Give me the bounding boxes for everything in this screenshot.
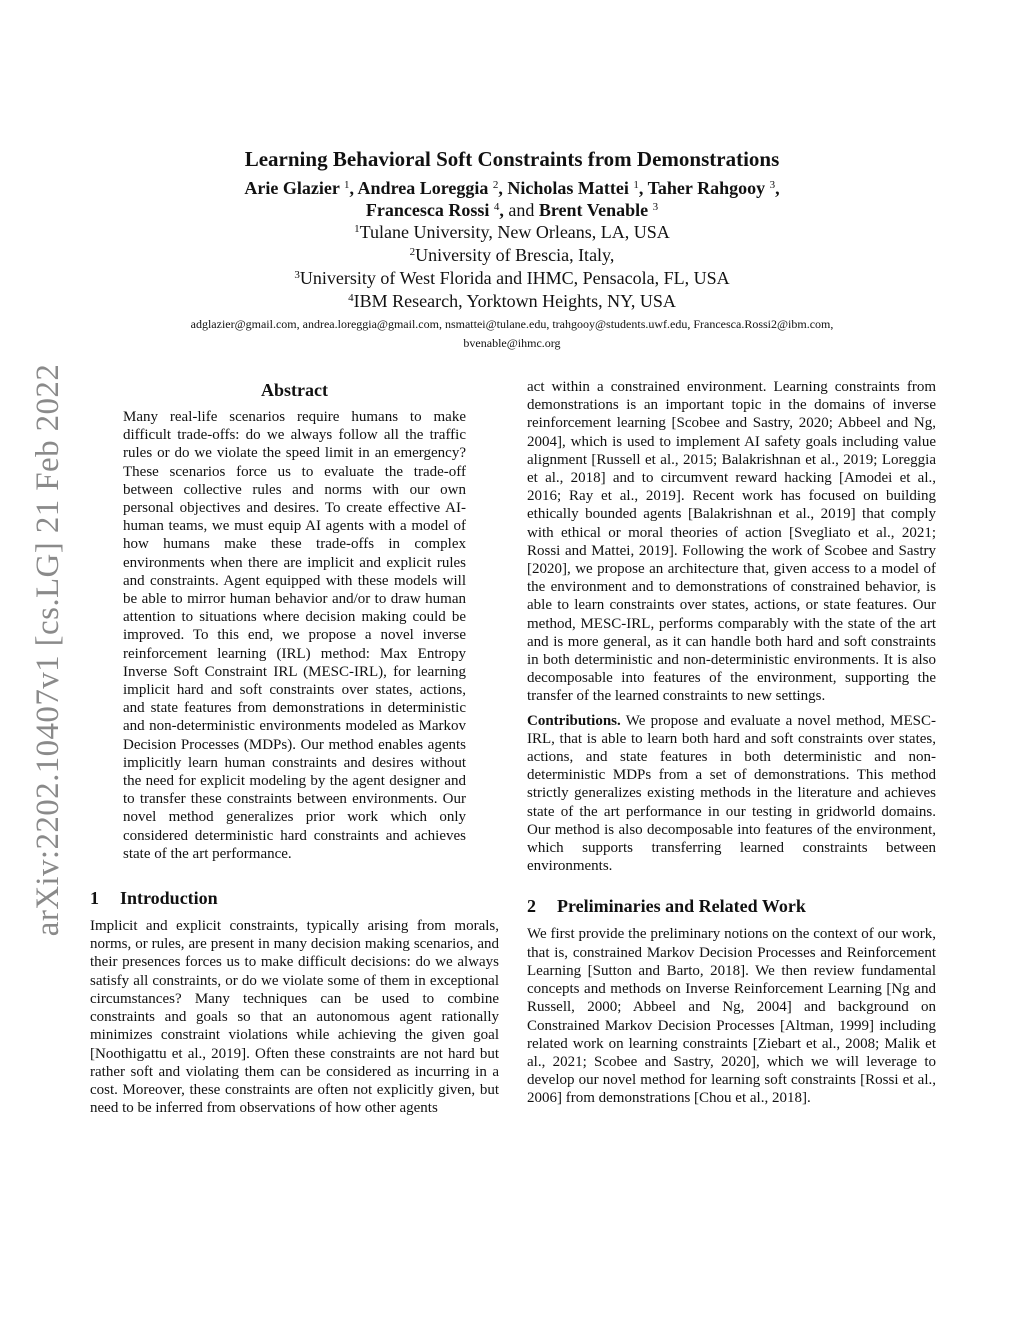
- author-name: Francesca Rossi: [365, 200, 490, 220]
- author-affil-mark: 3: [769, 179, 776, 191]
- paper-header: [90, 143, 934, 353]
- affiliation-mark: 3: [294, 269, 300, 281]
- contributions-text: We propose and evaluate a novel method, MESC-IRL, that is able to learn both hard and soft constraints over states, actions, and state features in both deterministic and non-deterministic MDPs from a set of demonstrations. This method strictly generalizes existing methods in the literature and achieves state of the art performance in our testing in gridworld domains. Our method is also decomposable into features of the environment, which supports transferring learned constraints between environments.: [527, 712, 937, 875]
- email-line-2: bvenable@ihmc.org: [463, 336, 561, 350]
- author-name: Taher Rahgooy: [647, 178, 766, 198]
- affiliation-mark: 4: [348, 292, 354, 304]
- abstract-heading: Abstract: [261, 380, 328, 400]
- introduction-paragraph: Implicit and explicit constraints, typically arising from morals, norms, or rules, are present in many decision making scenarios, and their presences forces us to make difficult decisions: do we always satisfy all constraints, or do we violate some of them in exceptional circumstances? Many techniques can be used to combine constraints and goals so that an autonomous agent rationally minimizes constraint violations while achieving the given goal [Noothigattu et al., 2019]. Often these constraints are not hard but rather soft and violating them can be considered as incurring in a cost. Moreover, these constraints are often not explicitly given, but need to be inferred from observations of how other agents: [90, 918, 499, 1117]
- affiliation-text: IBM Research, Yorktown Heights, NY, USA: [353, 291, 676, 311]
- affiliation-line: [90, 221, 934, 244]
- author-affil-mark: 1: [344, 179, 350, 191]
- author-affil-mark: 4: [493, 201, 500, 213]
- affiliation-line: [90, 267, 934, 290]
- right-column: [527, 378, 936, 1108]
- section-number: 1: [90, 888, 99, 909]
- author-name: Andrea Loreggia: [357, 178, 489, 198]
- affiliation-mark: 2: [409, 246, 416, 258]
- author-line-2: Francesca Rossi $^4$, and Brent Venable $^3$: [365, 200, 659, 220]
- author-emails: [90, 315, 934, 353]
- email-line-1: adglazier@gmail.com, andrea.loreggia@gmail.com, nsmattei@tulane.edu, trahgooy@students.uwf.edu, Francesca.Rossi2@ibm.com,: [190, 317, 834, 331]
- abstract-body: Many real-life scenarios require humans to make difficult trade-offs: do we always follow all the traffic rules or do we violate the speed limit in an emergency? These scenarios force us to evaluate the trade-off between collective rules and norms with our own personal objectives and desires. To create effective AI-human teams, we must equip AI agents with a model of how humans make these trade-offs in complex environments when there are implicit and explicit rules and constraints. Agent equipped with these models will be able to mirror human behavior and/or to draw human attention to situations where decision making could be improved. To this end, we propose a novel inverse reinforcement learning (IRL) method: Max Entropy Inverse Soft Constraint IRL (MESC-IRL), for learning implicit hard and soft constraints over states, actions, and state features from demonstrations in deterministic and non-deterministic environments modeled as Markov Decision Processes (MDPs). Our method enables agents implicitly learn human constraints and desires without the need for explicit modeling by the agent designer and to transfer these constraints between environments. Our novel method generalizes prior work which only considered deterministic hard constraints and achieves state of the art performance.: [123, 409, 466, 862]
- author-name: Brent Venable: [538, 200, 649, 220]
- introduction-continued-paragraph: act within a constrained environment. Learning constraints from demonstrations is an important topic in the domains of inverse reinforcement learning [Scobee and Sastry, 2020; Abbeel and Ng, 2004], which is used to implement AI safety goals including value alignment [Russell et al., 2015; Balakrishnan et al., 2019; Loreggia et al., 2018] and to circumvent reward hacking [Amodei et al., 2016; Ray et al., 2019]. Recent work has focused on building ethically bounded agents [Balakrishnan et al., 2019] that comply with ethical or moral theories of action [Svegliato et al., 2021; Rossi and Mattei, 2019]. Following the work of Scobee and Sastry [2020], we propose an architecture that, given access to a model of the environment and to demonstrations of constrained behavior, is able to learn constraints over states, actions, or state features. Our method, MESC-IRL, performs comparably with the state of the art and is more general, as it can handle both hard and soft constraints in both deterministic and non-deterministic environments. It is also decomposable into features of the environment, supporting the transfer of the learned constraints to new settings.: [527, 379, 936, 705]
- arxiv-identifier-stamp: arXiv:2202.10407v1 [cs.LG] 21 Feb 2022: [30, 363, 66, 937]
- author-name: Nicholas Mattei: [507, 178, 629, 198]
- affiliation-mark: 1: [354, 223, 360, 235]
- author-line-1: Arie Glazier $^1$, Andrea Loreggia $^2$, Nicholas Mattei $^1$, Taher Rahgooy $^3$,: [244, 178, 780, 198]
- author-affil-mark: 3: [652, 201, 659, 213]
- section-title: Preliminaries and Related Work: [557, 896, 806, 917]
- author-affil-mark: 2: [492, 179, 499, 191]
- section-heading-introduction: [90, 887, 499, 909]
- preliminaries-paragraph: We first provide the preliminary notions on the context of our work, that is, constrained Markov Decision Processes and Reinforcement Learning [Sutton and Barto, 2018]. We then review fundamental concepts and methods on Inverse Reinforcement Learning [Ng and Russell, 2000; Abbeel and Ng, 2004] and background on Constrained Markov Decision Processes [Altman, 1999] including related work on learning constraints [Ziebart et al., 2008; Malik et al., 2021; Scobee and Sastry, 2020], which we will leverage to develop our novel method for learning soft constraints [Rossi et al., 2006] from demonstrations [Chou et al., 2018].: [527, 926, 936, 1107]
- author-list: [90, 177, 934, 221]
- affiliation-text: University of West Florida and IHMC, Pensacola, FL, USA: [299, 268, 730, 288]
- paper-title: Learning Behavioral Soft Constraints from Demonstrations: [244, 147, 780, 171]
- contributions-label: Contributions.: [527, 712, 621, 729]
- author-name: Arie Glazier: [244, 178, 340, 198]
- author-affil-mark: 1: [633, 179, 639, 191]
- affiliation-line: [90, 290, 934, 313]
- affiliation-line: [90, 244, 934, 267]
- left-column: [90, 378, 499, 1117]
- contributions-paragraph: [527, 712, 936, 876]
- section-number: 2: [527, 896, 536, 917]
- affiliation-text: University of Brescia, Italy,: [415, 245, 615, 265]
- section-heading-preliminaries: [527, 895, 936, 917]
- section-title: Introduction: [120, 888, 218, 909]
- author-conjunction: and: [508, 200, 535, 220]
- affiliation-text: Tulane University, New Orleans, LA, USA: [359, 222, 670, 242]
